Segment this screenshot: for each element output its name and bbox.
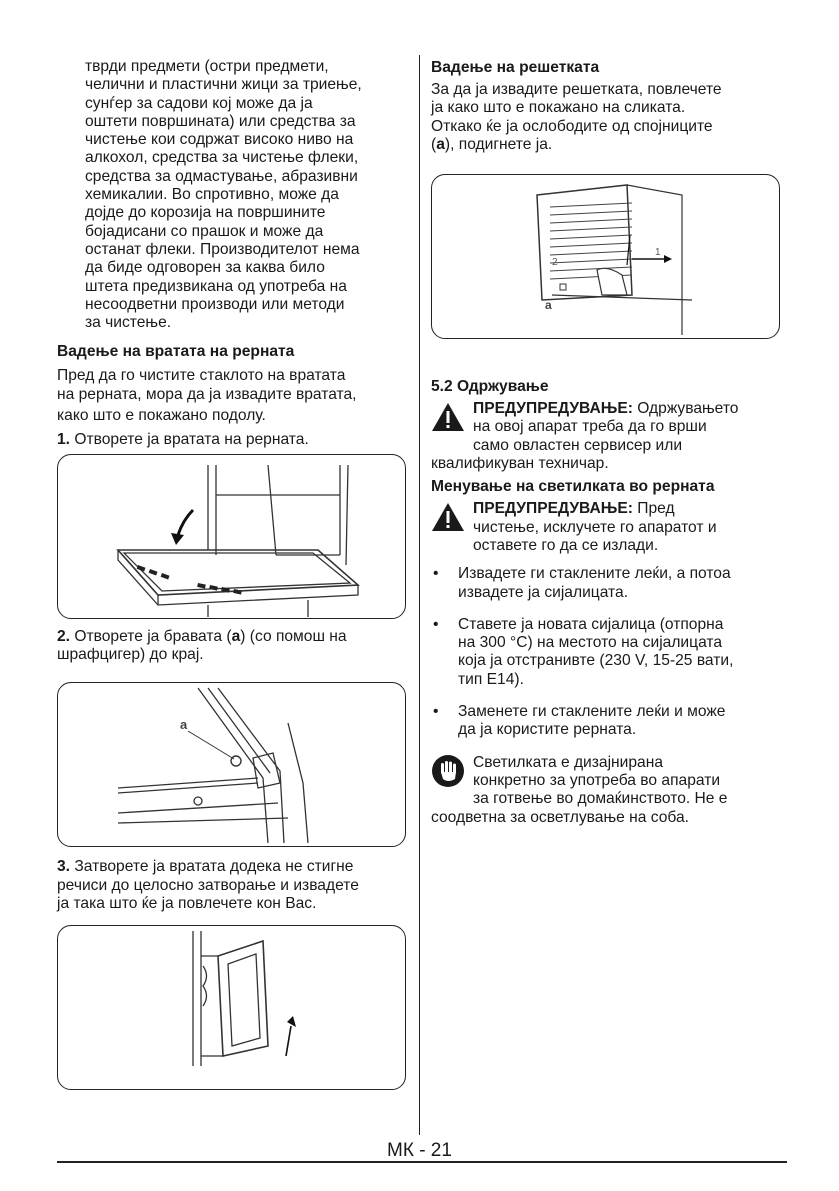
warning-label: ПРЕДУПРЕДУВАЊЕ: (473, 400, 633, 418)
text-line: тврди предмети (остри предмети, (85, 58, 329, 75)
text-line: извадете ја сијалицата. (458, 583, 629, 601)
warning-lamp (431, 500, 787, 555)
text-line: средства за одмастување, абразивни (85, 167, 358, 185)
door-removal-heading: Вадење на вратата на рерната (57, 343, 295, 361)
step-text: Отворете ја бравата ( (70, 627, 232, 645)
text-line: Откако ќе ја ослободите од спојниците (431, 117, 713, 135)
text-fragment: Одржувањето (632, 400, 739, 418)
text-line: алкохол, средства за чистење флеки, (85, 149, 359, 167)
text-line: само овластен сервисер или (473, 436, 683, 454)
text-line: речиси до целосно затворање и извадете (57, 876, 359, 894)
text-line: на 300 °C) на местото на сијалицата (458, 634, 723, 652)
text-line: хемикалии. Во спротивно, може да (85, 186, 339, 204)
list-item (431, 616, 787, 689)
text-line: бојадисани со прашок и може да (85, 222, 324, 240)
text-line: квалификуван техничар. (431, 455, 609, 473)
lamp-steps-list (431, 565, 787, 739)
door-lock-illustration (58, 683, 405, 846)
text-line: оштети површината) или средства за (85, 112, 356, 130)
grill-removal-heading: Вадење на решетката (431, 59, 600, 76)
text-line: на рерната, мора да ја извадите вратата, (57, 385, 357, 403)
cleaning-paragraph (57, 58, 409, 332)
step-1 (57, 431, 409, 449)
text-line (431, 136, 787, 154)
step-label: 1 (655, 247, 661, 259)
text-line: чистење кои содржат високо ниво на (85, 131, 354, 149)
figure-open-door (57, 454, 406, 619)
text-line: да биде одговорен за каква било (85, 259, 325, 277)
lamp-change-heading: Менување на светилката во рерната (431, 478, 715, 496)
grill-removal-illustration (432, 175, 779, 338)
text-line: која ја отстранивте (230 V, 15-25 вати, (458, 652, 734, 670)
text-line: останат флеки. Производителот нема (85, 240, 360, 258)
callout-letter: a (231, 627, 241, 645)
warning-icon (431, 502, 465, 532)
callout-letter: a (545, 298, 552, 313)
oven-door-open-illustration (58, 455, 405, 618)
step-text: Затворете ја вратата додека не стигне (70, 858, 354, 876)
text-line: конкретно за употреба во апарати (473, 771, 721, 789)
door-intro (57, 367, 409, 425)
hand-stop-icon (431, 754, 465, 788)
text-line: соодветна за осветлување на соба. (431, 808, 689, 826)
step-3 (57, 858, 409, 876)
text-line: • Извадете ги стаклените леќи, а потоа (458, 565, 731, 583)
list-item (431, 703, 787, 740)
text-line: • Ставете ја новата сијалица (отпорна (458, 615, 724, 633)
step-text: Отворете ја вратата на рерната. (70, 431, 309, 449)
step-number: 3. (57, 858, 71, 876)
door-removal-illustration (58, 926, 405, 1089)
list-item (431, 565, 787, 602)
warning-label: ПРЕДУПРЕДУВАЊЕ: (473, 500, 633, 518)
text-line: на овој апарат треба да го врши (473, 418, 707, 436)
text-line (473, 500, 787, 518)
text-line: шрафцигер) до крај. (57, 645, 204, 663)
text-line: челични и пластични жици за триење, (85, 76, 362, 94)
text-line: ја така што ќе ја повлечете кон Вас. (57, 894, 317, 912)
footer-rule (57, 1161, 787, 1163)
text-line: оставете го да се излади. (473, 536, 659, 554)
figure-remove-door (57, 925, 406, 1090)
text-line: несоодветни производи или методи (85, 295, 345, 313)
page-number: МК - 21 (387, 1140, 452, 1161)
text-line: тип E14). (458, 670, 524, 688)
text-fragment: ), подигнете ја. (444, 135, 553, 153)
text-line: сунѓер за садови кој може да ја (85, 94, 313, 112)
step-number: 1. (57, 431, 71, 449)
text-line: Пред да го чистите стаклото на вратата (57, 367, 346, 385)
text-line: Светилката е дизајнирана (473, 753, 663, 771)
step-2 (57, 628, 409, 646)
text-line: како што е покажано подолу. (57, 407, 266, 425)
warning-icon (431, 402, 465, 432)
column-divider (419, 55, 420, 1135)
step-number: 2. (57, 627, 71, 645)
note-lamp (431, 754, 787, 827)
step-label: 2 (552, 257, 558, 269)
text-line: штета предизвикана од употреба на (85, 277, 347, 295)
right-column (431, 58, 787, 827)
text-line: ја како што е покажано на сликата. (431, 99, 686, 117)
callout-letter: a (180, 717, 188, 733)
text-line: чистење, исклучете го апаратот и (473, 518, 717, 536)
warning-maintenance (431, 400, 787, 473)
text-line: • Заменете ги стаклените леќи и може (458, 703, 726, 721)
grill-paragraph (431, 81, 787, 154)
text-line: За да ја извадите решетката, повлечете (431, 81, 722, 98)
step-text: ) (со помош на (240, 627, 347, 645)
figure-door-lock (57, 682, 406, 847)
text-line: дојде до корозија на површините (85, 204, 326, 222)
left-column (57, 58, 409, 1090)
maintenance-heading: 5.2 Одржување (431, 378, 549, 396)
text-line: да ја користите рерната. (458, 721, 637, 739)
callout-letter: a (436, 135, 445, 153)
figure-grill-removal (431, 174, 780, 339)
text-line: за готвење во домаќинството. Не е (473, 790, 728, 808)
text-fragment: ( (431, 135, 437, 153)
text-line: за чистење. (85, 314, 172, 332)
text-fragment: Пред (632, 500, 675, 518)
text-line (473, 400, 787, 418)
